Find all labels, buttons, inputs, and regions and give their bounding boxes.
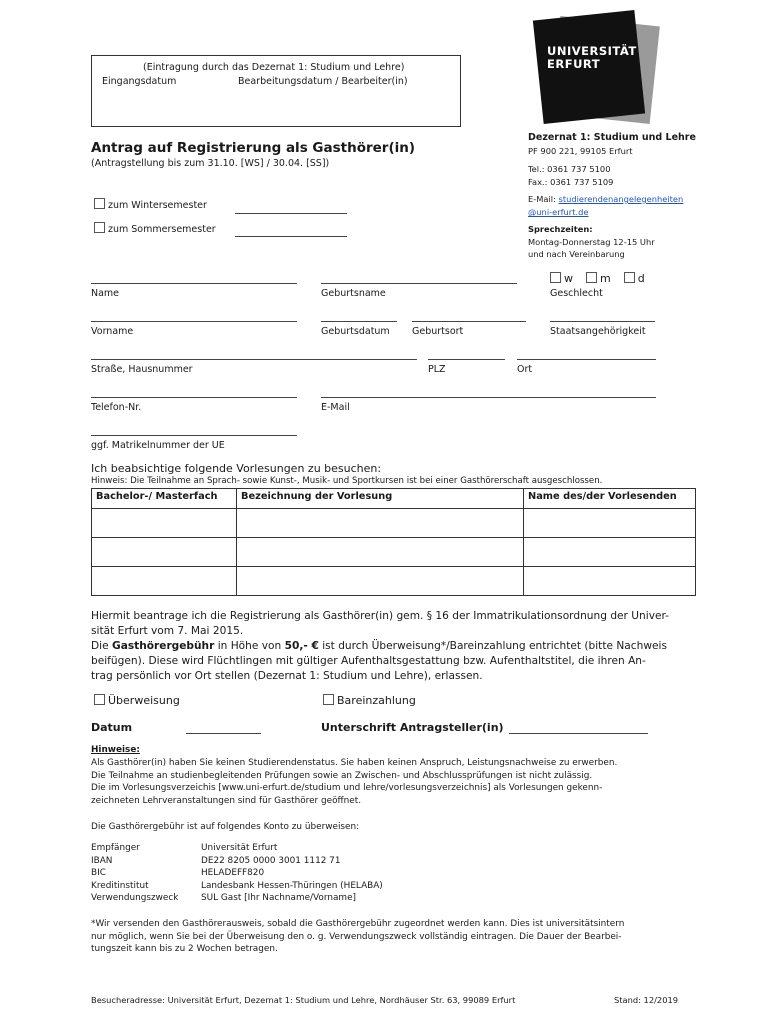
cash-checkbox[interactable] bbox=[323, 694, 334, 705]
gender-w-checkbox[interactable] bbox=[550, 272, 561, 283]
birth-name-field[interactable] bbox=[321, 283, 517, 284]
table-row bbox=[92, 538, 696, 567]
street-field[interactable] bbox=[91, 359, 417, 360]
gender-d-label: d bbox=[637, 272, 645, 285]
fee-amount: 50,- € bbox=[284, 640, 319, 652]
table-row bbox=[92, 567, 696, 596]
account-key: Empfänger bbox=[91, 843, 140, 853]
account-value: DE22 8205 0000 3001 1112 71 bbox=[201, 855, 341, 866]
lecturer-cell[interactable] bbox=[524, 538, 696, 567]
signature-field[interactable] bbox=[509, 733, 648, 734]
office-hours-line2: und nach Vereinbarung bbox=[528, 249, 625, 259]
summer-label: zum Sommersemester bbox=[108, 224, 216, 235]
account-row bbox=[91, 842, 383, 855]
account-value: SUL Gast [Ihr Nachname/Vorname] bbox=[201, 893, 356, 903]
transfer-option[interactable] bbox=[94, 694, 180, 707]
registry-processor-label: Bearbeitungsdatum / Bearbeiter(in) bbox=[238, 76, 408, 87]
email-link-domain[interactable]: @uni-erfurt.de bbox=[528, 207, 589, 217]
office-fax: Fax.: 0361 737 5109 bbox=[528, 177, 614, 187]
phone-label: Telefon-Nr. bbox=[91, 402, 142, 413]
registry-date-label: Eingangsdatum bbox=[102, 76, 177, 87]
winter-checkbox[interactable] bbox=[94, 198, 105, 209]
office-email-line2 bbox=[528, 207, 588, 217]
account-value: Landesbank Hessen-Thüringen (HELABA) bbox=[201, 880, 383, 891]
university-logo bbox=[535, 15, 670, 125]
account-row bbox=[91, 867, 383, 880]
lectures-table bbox=[91, 488, 696, 596]
cash-option[interactable] bbox=[323, 694, 416, 707]
account-table bbox=[91, 842, 383, 905]
lectures-hint: Hinweis: Die Teilnahme an Sprach- sowie Kunst-, Musik- und Sportkursen ist bei einer Gasthörerschaft ausgeschlossen. bbox=[91, 476, 603, 486]
gender-m-checkbox[interactable] bbox=[586, 272, 597, 283]
office-hours-title: Sprechzeiten: bbox=[528, 224, 593, 234]
birth-date-field[interactable] bbox=[321, 321, 397, 322]
declaration-line: trag persönlich vor Ort stellen (Dezernat 1: Studium und Lehre), erlassen. bbox=[91, 670, 483, 682]
summer-semester-line[interactable] bbox=[235, 236, 347, 237]
footer-status: Stand: 12/2019 bbox=[614, 995, 679, 1005]
note-line: Die Teilnahme an studienbegleitenden Prüfungen sowie an Zwischen- und Abschlussprüfungen ist nicht zulässig. bbox=[91, 770, 593, 781]
lecturer-cell[interactable] bbox=[524, 567, 696, 596]
office-tel: Tel.: 0361 737 5100 bbox=[528, 164, 611, 174]
header-lecturer: Name des/der Vorlesenden bbox=[524, 489, 696, 509]
summer-checkbox[interactable] bbox=[94, 222, 105, 233]
declaration-line-fee bbox=[91, 639, 711, 654]
winter-semester-option[interactable] bbox=[94, 198, 207, 211]
first-name-field[interactable] bbox=[91, 321, 297, 322]
account-intro: Die Gasthörergebühr ist auf folgendes Konto zu überweisen: bbox=[91, 822, 360, 832]
office-email bbox=[528, 194, 683, 204]
declaration-text bbox=[91, 609, 711, 684]
lecture-cell[interactable] bbox=[237, 538, 524, 567]
signature-label: Unterschrift Antragsteller(in) bbox=[321, 721, 504, 734]
birth-name-label: Geburtsname bbox=[321, 288, 386, 299]
fee-post: ist durch Überweisung*/Bareinzahlung entrichtet (bitte Nachweis bbox=[318, 640, 667, 652]
header-subject: Bachelor-/ Masterfach bbox=[92, 489, 237, 509]
cash-label: Bareinzahlung bbox=[337, 694, 416, 707]
office-name: Dezernat 1: Studium und Lehre bbox=[528, 132, 696, 143]
summer-semester-option[interactable] bbox=[94, 222, 216, 235]
footer-address: Besucheradresse: Universität Erfurt, Dezernat 1: Studium und Lehre, Nordhäuser Str. 63, 99089 Erfurt bbox=[91, 995, 516, 1005]
lectures-intro: Ich beabsichtige folgende Vorlesungen zu besuchen: bbox=[91, 462, 382, 475]
account-key: Kreditinstitut bbox=[91, 880, 149, 891]
first-name-label: Vorname bbox=[91, 326, 134, 337]
city-label: Ort bbox=[517, 364, 533, 375]
registry-box bbox=[91, 55, 461, 127]
form-title: Antrag auf Registrierung als Gasthörer(in) bbox=[91, 140, 416, 156]
account-row bbox=[91, 892, 383, 905]
matric-label: ggf. Matrikelnummer der UE bbox=[91, 440, 225, 451]
gender-w-label: w bbox=[564, 272, 573, 285]
office-hours-line1: Montag-Donnerstag 12-15 Uhr bbox=[528, 237, 655, 247]
email-label: E-Mail bbox=[321, 402, 350, 413]
account-row bbox=[91, 880, 383, 893]
footnote-line: nur möglich, wenn Sie bei der Überweisung den o. g. Verwendungszweck vollständig eintragen. Die Dauer der Bearbei- bbox=[91, 931, 622, 942]
lecture-cell[interactable] bbox=[237, 509, 524, 538]
date-field[interactable] bbox=[186, 733, 261, 734]
fee-mid: in Höhe von bbox=[214, 640, 285, 652]
date-label: Datum bbox=[91, 721, 133, 734]
logo-text-line1: UNIVERSITÄT bbox=[547, 44, 637, 58]
account-row bbox=[91, 855, 383, 868]
transfer-checkbox[interactable] bbox=[94, 694, 105, 705]
matric-field[interactable] bbox=[91, 435, 297, 436]
note-line: Als Gasthörer(in) haben Sie keinen Studierendenstatus. Sie haben keinen Anspruch, Leistungsnachweise zu erwerben. bbox=[91, 758, 618, 768]
birth-place-label: Geburtsort bbox=[412, 326, 464, 337]
gender-m-label: m bbox=[600, 272, 611, 285]
footnote bbox=[91, 918, 711, 956]
declaration-line: sität Erfurt vom 7. Mai 2015. bbox=[91, 625, 244, 637]
registry-note: (Eintragung durch das Dezernat 1: Studium und Lehre) bbox=[143, 62, 405, 73]
phone-field[interactable] bbox=[91, 397, 297, 398]
winter-label: zum Wintersemester bbox=[108, 200, 207, 211]
table-header-row bbox=[92, 489, 696, 509]
city-field[interactable] bbox=[517, 359, 656, 360]
name-field[interactable] bbox=[91, 283, 297, 284]
lecturer-cell[interactable] bbox=[524, 509, 696, 538]
email-prefix: E-Mail: bbox=[528, 194, 559, 204]
subject-cell[interactable] bbox=[92, 567, 237, 596]
subject-cell[interactable] bbox=[92, 538, 237, 567]
header-lecture: Bezeichnung der Vorlesung bbox=[237, 489, 524, 509]
declaration-line: beifügen). Diese wird Flüchtlingen mit gültiger Aufenthaltsgestattung bzw. Aufenthaltstitel, die ihren An- bbox=[91, 655, 646, 667]
notes-body bbox=[91, 757, 711, 807]
nationality-field[interactable] bbox=[550, 321, 655, 322]
footnote-line: tungszeit kann bis zu 2 Wochen betragen. bbox=[91, 944, 278, 954]
account-key: BIC bbox=[91, 868, 106, 878]
account-value: HELADEFF820 bbox=[201, 868, 265, 878]
email-link[interactable]: studierendenangelegenheiten bbox=[558, 194, 684, 204]
form-subtitle: (Antragstellung bis zum 31.10. [WS] / 30.04. [SS]) bbox=[91, 158, 330, 169]
account-key: IBAN bbox=[91, 855, 113, 866]
notes-title: Hinweise: bbox=[91, 745, 140, 755]
email-field[interactable] bbox=[321, 397, 656, 398]
nationality-label: Staatsangehörigkeit bbox=[550, 326, 646, 337]
account-key: Verwendungszweck bbox=[91, 893, 179, 903]
fee-term: Gasthörergebühr bbox=[112, 640, 215, 652]
birth-place-field[interactable] bbox=[412, 321, 526, 322]
zip-field[interactable] bbox=[428, 359, 505, 360]
subject-cell[interactable] bbox=[92, 509, 237, 538]
fee-pre: Die bbox=[91, 640, 112, 652]
note-line: Die im Vorlesungsverzeichis [www.uni-erfurt.de/studium und lehre/vorlesungsverzeichnis] als Vorlesungen gekenn- bbox=[91, 783, 603, 793]
gender-d-checkbox[interactable] bbox=[624, 272, 635, 283]
zip-label: PLZ bbox=[428, 364, 446, 375]
transfer-label: Überweisung bbox=[108, 694, 180, 707]
gender-options bbox=[550, 272, 645, 285]
declaration-line: Hiermit beantrage ich die Registrierung als Gasthörer(in) gem. § 16 der Immatrikulationsordnung der Univer- bbox=[91, 610, 669, 622]
gender-label: Geschlecht bbox=[550, 288, 603, 299]
office-address: PF 900 221, 99105 Erfurt bbox=[528, 146, 633, 156]
note-line: zeichneten Lehrveranstaltungen sind für Gasthörer geöffnet. bbox=[91, 795, 362, 806]
street-label: Straße, Hausnummer bbox=[91, 364, 193, 375]
lecture-cell[interactable] bbox=[237, 567, 524, 596]
table-row bbox=[92, 509, 696, 538]
winter-semester-line[interactable] bbox=[235, 213, 347, 214]
birth-date-label: Geburtsdatum bbox=[321, 326, 390, 337]
logo-text-line2: ERFURT bbox=[547, 57, 601, 71]
account-value: Universität Erfurt bbox=[201, 843, 278, 853]
name-label: Name bbox=[91, 288, 120, 299]
footnote-line: *Wir versenden den Gasthörerausweis, sobald die Gasthörergebühr zugeordnet werden kann. Dies ist universitätsintern bbox=[91, 919, 625, 929]
